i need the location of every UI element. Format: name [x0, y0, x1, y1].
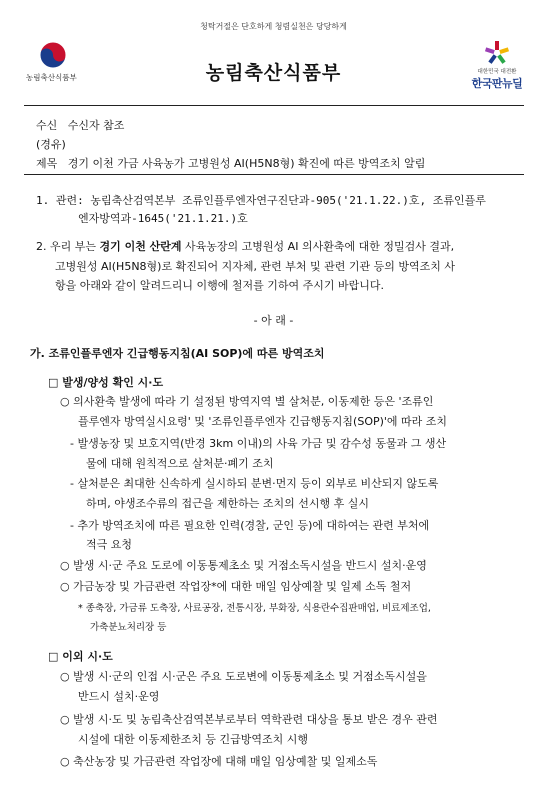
p1-line2: 반드시 설치·운영 — [78, 690, 160, 703]
new-deal-small-text: 대한민국 대전환 — [477, 69, 517, 75]
recipient-label: 수신 — [36, 119, 58, 132]
p2-line1: ○ 발생 시·도 및 농림축산검역본부로부터 역학관련 대상을 통보 받은 경우 관련 — [60, 713, 438, 726]
item1-line1: 1. 관련: 농림축산검역본부 조류인플루엔자연구진단과-905('21.1.22.)호, 조류인플루 — [36, 194, 486, 207]
item1-line2: 엔자방역과-1645('21.1.21.)호 — [78, 212, 248, 225]
circle-bullet-icon: ○ — [60, 559, 70, 572]
checkbox-square-icon: □ — [48, 650, 59, 663]
d2-line2: 하며, 야생조수류의 접근을 제한하는 조치의 선시행 후 실시 — [86, 497, 369, 510]
d3-line2: 적극 요청 — [86, 538, 133, 551]
item2-prefix: 2. 우리 부는 — [36, 240, 96, 253]
section-ga-heading: 가. 조류인플루엔자 긴급행동지침(AI SOP)에 따른 방역조치 — [30, 347, 325, 360]
circle-bullet-icon: ○ — [60, 670, 70, 683]
p3-line: ○ 축산농장 및 가금관련 작업장에 대해 매일 임상예찰 및 일제소독 — [60, 755, 378, 768]
d3-line1: - 추가 방역조치에 따른 필요한 인력(경찰, 군인 등)에 대하여는 관련 부처에 — [70, 519, 430, 532]
item2-line2: 고병원성 AI(H5N8형)로 확진되어 지자체, 관련 부처 및 관련 기관 등의 방역조치 사 — [55, 260, 455, 273]
circle-bullet-icon: ○ — [60, 395, 70, 408]
d1-line2: 물에 대해 원칙적으로 살처분·폐기 조치 — [86, 457, 274, 470]
slogan: 청탁거절은 단호하게 청렴실천은 당당하게 — [200, 22, 347, 31]
header-divider — [24, 105, 524, 106]
new-deal-logo — [456, 40, 538, 91]
circle-bullet-icon: ○ — [60, 580, 70, 593]
o3-line: ○ 가금농장 및 가금관련 작업장*에 대한 매일 임상예찰 및 일제 소독 철저 — [60, 580, 412, 593]
item2-farm-highlight: 경기 이천 산란계 — [99, 240, 182, 253]
new-deal-mark-icon — [484, 40, 510, 66]
recipient-row — [36, 117, 124, 133]
box1-heading — [48, 374, 163, 390]
circle-bullet-icon: ○ — [60, 755, 70, 768]
circle-bullet-icon: ○ — [60, 713, 70, 726]
title-divider — [24, 174, 524, 175]
ministry-name: 농림축산식품부 — [205, 62, 342, 84]
d1-line1: - 발생농장 및 보호지역(반경 3km 이내)의 사육 가금 및 감수성 동물과 그 생산 — [70, 437, 447, 450]
d2-line1: - 살처분은 최대한 신속하게 실시하되 분변·먼지 등이 외부로 비산되지 않도록 — [70, 477, 439, 490]
note-line2: 가축분뇨처리장 등 — [90, 622, 167, 633]
title-row — [36, 155, 425, 171]
o1-line2: 플루엔자 방역실시요령' 및 '조류인플루엔자 긴급행동지침(SOP)'에 따라 조치 — [78, 415, 448, 428]
recipient-value: 수신자 참조 — [67, 119, 125, 132]
item2-rest: 사육농장의 고병원성 AI 의사환축에 대한 정밀검사 결과, — [185, 240, 455, 253]
below-heading: - 아 래 - — [253, 314, 294, 327]
new-deal-title: 한국판뉴딜 — [471, 77, 523, 90]
checkbox-square-icon: □ — [48, 376, 59, 389]
ministry-logo-caption: 농림축산식품부 — [26, 73, 77, 82]
p2-line2: 시설에 대한 이동제한조치 등 긴급방역조치 시행 — [78, 733, 309, 746]
p1-line1: ○ 발생 시·군의 인접 시·군은 주요 도로변에 이동통제초소 및 거점소독시설을 — [60, 670, 427, 683]
box1-title: 발생/양성 확인 시·도 — [62, 376, 164, 389]
via-row: (경유) — [36, 138, 66, 151]
item2-line3: 항을 아래와 같이 알려드리니 이행에 철저를 기하여 주시기 바랍니다. — [55, 279, 384, 292]
box2-heading — [48, 648, 113, 664]
title-label: 제목 — [36, 157, 58, 170]
note-line1: * 종축장, 가금류 도축장, 사료공장, 전통시장, 부화장, 식용란수집판매업, 비료제조업, — [78, 603, 431, 614]
o2-line: ○ 발생 시·군 주요 도로에 이동통제초소 및 거점소독시설을 반드시 설치·운영 — [60, 559, 427, 572]
box2-title: 이외 시·도 — [62, 650, 113, 663]
item2-line1 — [36, 238, 454, 254]
document-title: 경기 이천 가금 사육농가 고병원성 AI(H5N8형) 확진에 따른 방역조치 알림 — [67, 157, 426, 170]
o1-line1: ○ 의사환축 발생에 따라 기 설정된 방역지역 별 살처분, 이동제한 등은 '조류인 — [60, 395, 434, 408]
